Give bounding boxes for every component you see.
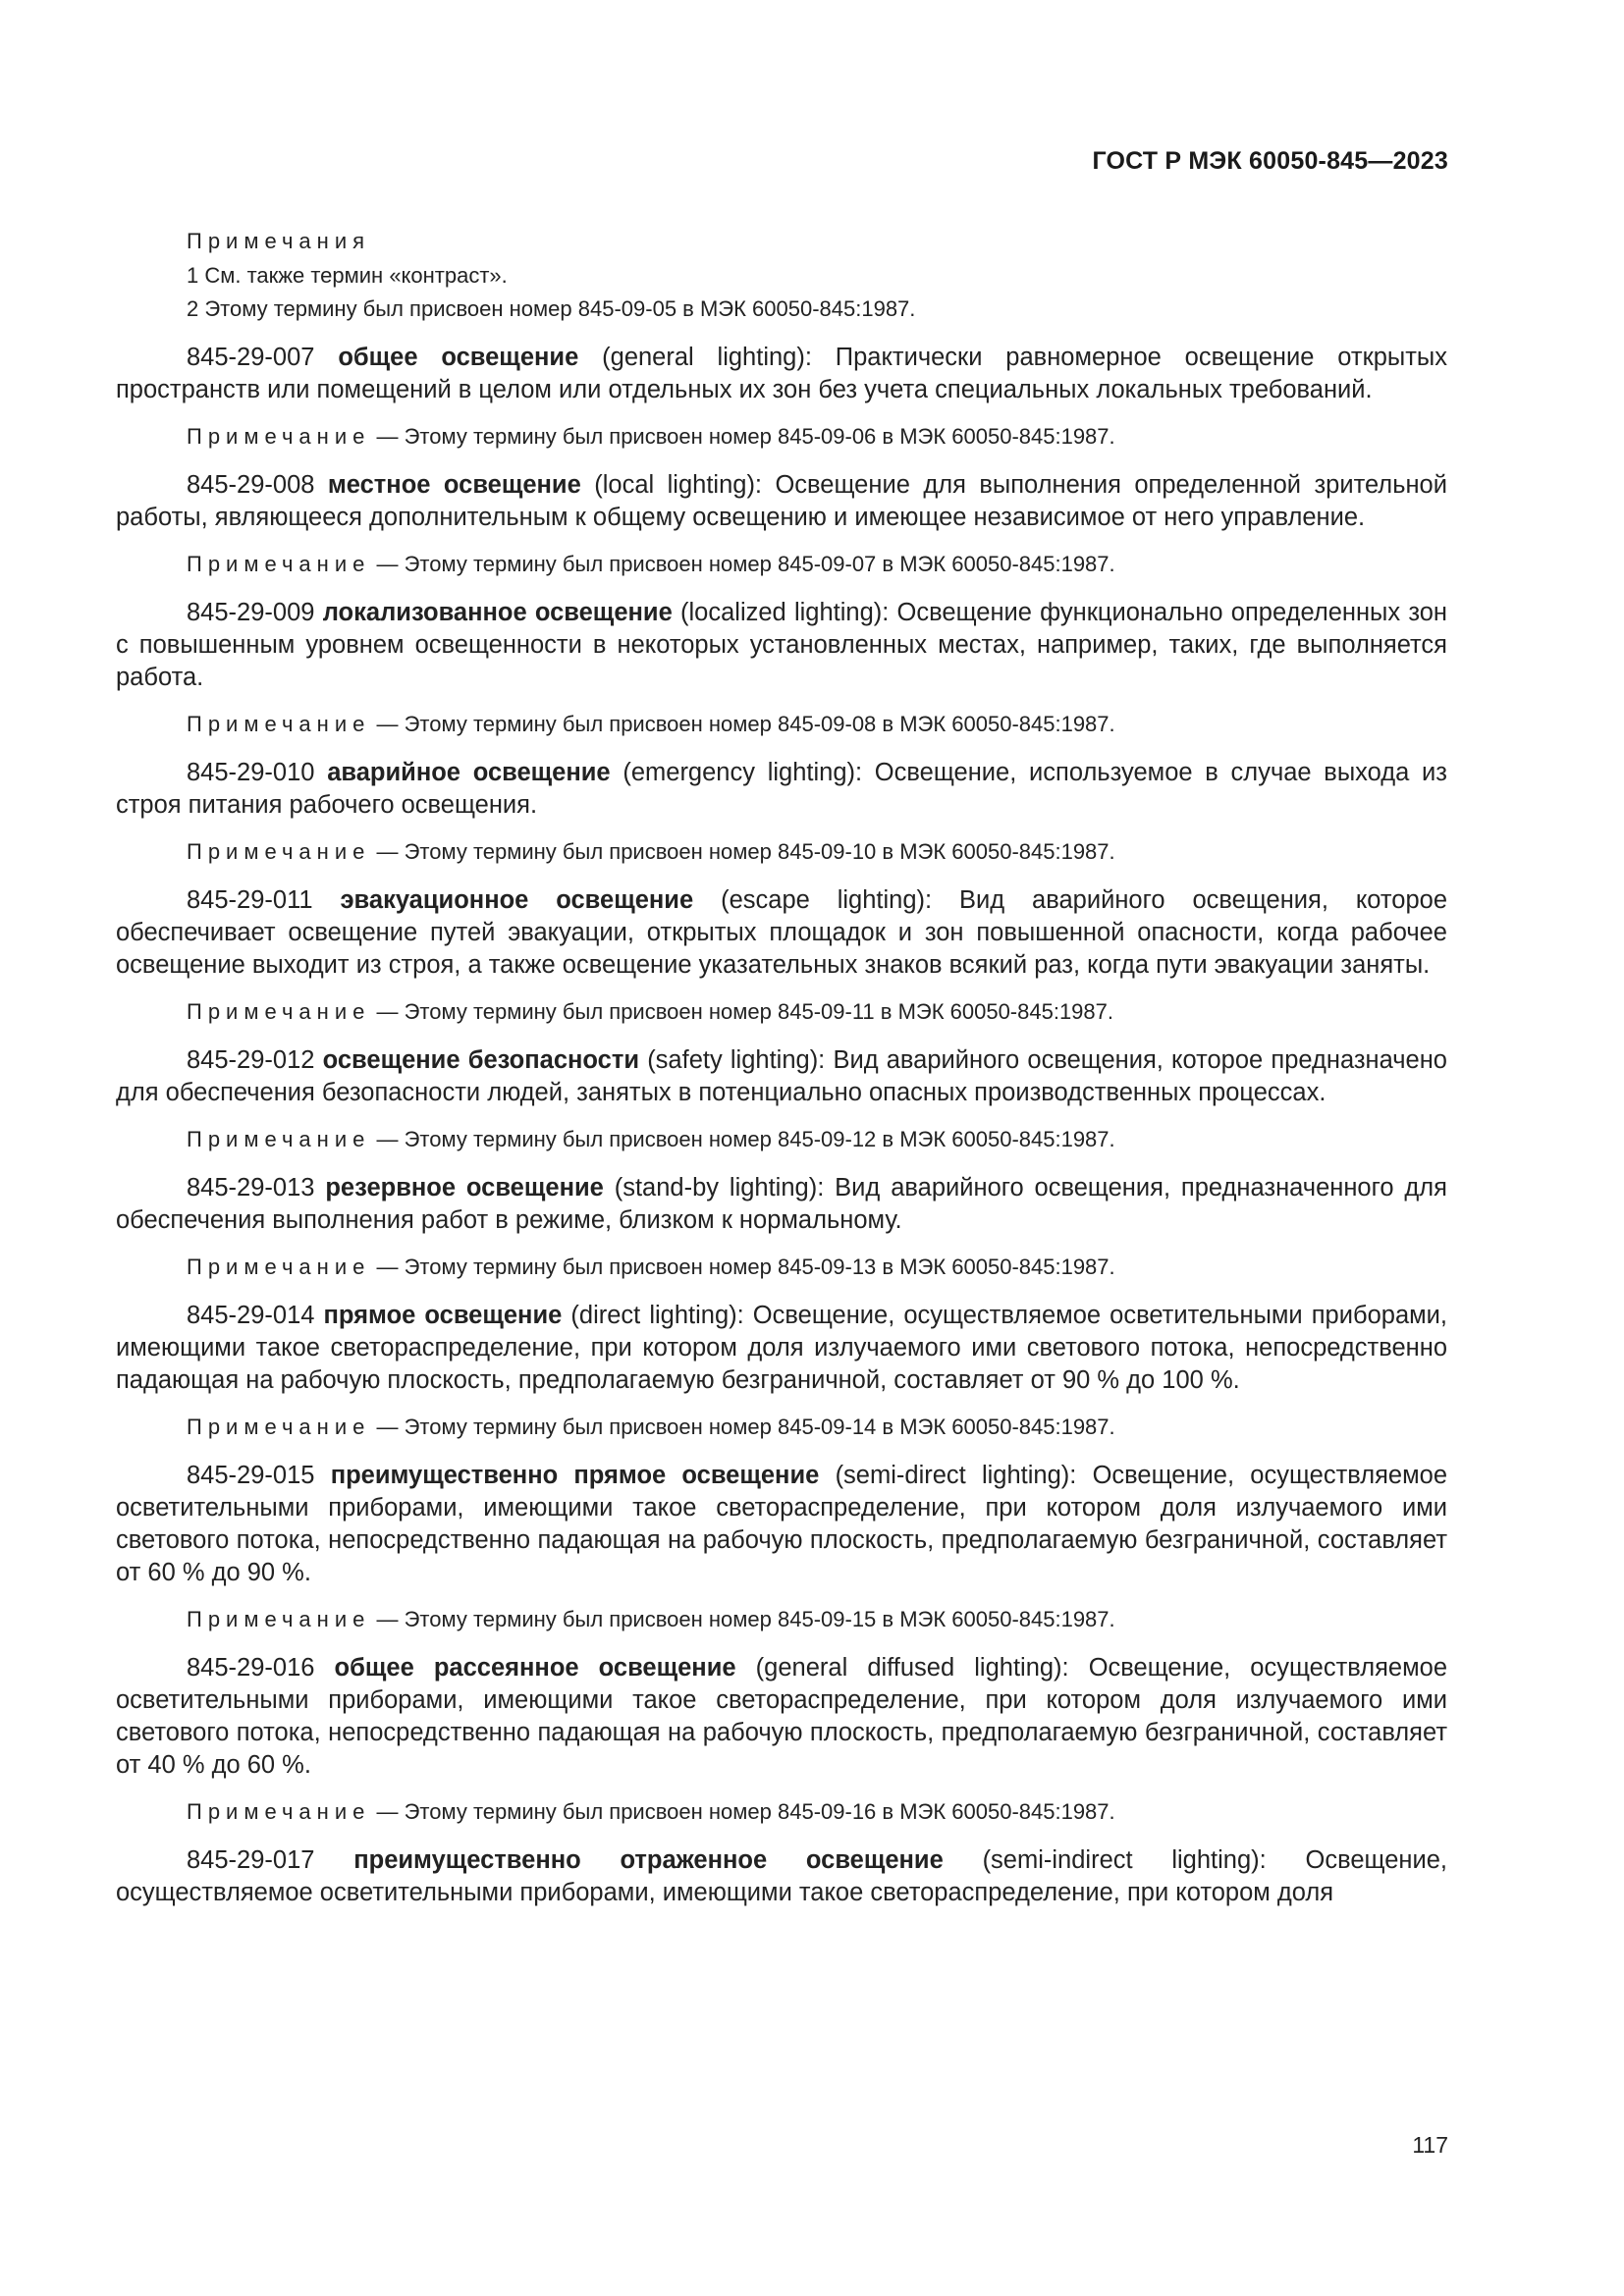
term-definition: (localized lighting): Освещение функционально определенных зон с повышенным уровнем освещенности в некоторых установленных местах, например, таких, где выполняется работа. — [116, 599, 1448, 691]
term-definition: (semi-indirect lighting): Освещение, осуществляемое осветительными приборами, имеющими такое светораспределение, при котором доля — [116, 1846, 1447, 1906]
note-text: — Этому термину был присвоен номер 845-09-15 в МЭК 60050-845:1987. — [376, 1607, 1115, 1631]
term-note — [187, 422, 1447, 452]
note-text: — Этому термину был присвоен номер 845-09-10 в МЭК 60050-845:1987. — [376, 839, 1115, 864]
term-name: эвакуационное освещение — [340, 886, 694, 914]
term-entry — [116, 1172, 1447, 1237]
term-note — [187, 837, 1447, 867]
term-name: локализованное освещение — [322, 599, 673, 626]
term-number: 845-29-016 — [187, 1654, 315, 1682]
term-entry — [116, 1844, 1447, 1909]
term-definition: (local lighting): Освещение для выполнения определенной зрительной работы, являющееся дополнительным к общему освещению и имеющее независимое от него управление. — [116, 471, 1447, 531]
note-item: 1 См. также термин «контраст». — [187, 263, 508, 288]
note-text: — Этому термину был присвоен номер 845-09-16 в МЭК 60050-845:1987. — [376, 1799, 1115, 1824]
term-name: аварийное освещение — [327, 759, 611, 786]
term-number: 845-29-013 — [187, 1174, 315, 1201]
note-text: — Этому термину был присвоен номер 845-09-14 в МЭК 60050-845:1987. — [376, 1415, 1115, 1439]
term-number: 845-29-015 — [187, 1462, 315, 1489]
term-note — [187, 1253, 1447, 1282]
term-number: 845-29-012 — [187, 1046, 315, 1074]
term-number: 845-29-014 — [187, 1302, 315, 1329]
term-definition: (safety lighting): Вид аварийного освещения, которое предназначено для обеспечения безопасности людей, занятых в потенциально опасных производственных процессах. — [116, 1046, 1447, 1106]
term-name: преимущественно прямое освещение — [330, 1462, 820, 1489]
term-note — [187, 1797, 1447, 1827]
term-entry — [116, 1300, 1447, 1397]
term-definition: (general diffused lighting): Освещение, осуществляемое осветительными приборами, имеющими такое светораспределение, при котором доля излучаемого ими светового потока, непосредственно падающая на рабочую плоскость, предполагаемую безграничной, составляет от 40 % до 60 %. — [116, 1654, 1448, 1779]
note-text: — Этому термину был присвоен номер 845-09-13 в МЭК 60050-845:1987. — [376, 1255, 1115, 1279]
note-text: — Этому термину был присвоен номер 845-09-08 в МЭК 60050-845:1987. — [376, 712, 1115, 736]
term-entry — [116, 342, 1447, 406]
note-label: Примечание — [187, 712, 371, 736]
note-label: Примечание — [187, 1607, 371, 1631]
term-entries — [116, 342, 1447, 1909]
term-definition: (direct lighting): Освещение, осуществляемое осветительными приборами, имеющими такое светораспределение, при котором доля излучаемого ими светового потока, непосредственно падающая на рабочую плоскость, предполагаемую безграничной, составляет от 90 % до 100 %. — [116, 1302, 1447, 1394]
term-number: 845-29-017 — [187, 1846, 315, 1874]
term-note — [187, 1125, 1447, 1154]
term-note — [187, 997, 1447, 1027]
note-text: — Этому термину был присвоен номер 845-09-06 в МЭК 60050-845:1987. — [376, 424, 1115, 449]
note-label: Примечание — [187, 1127, 371, 1151]
term-name: общее рассеянное освещение — [334, 1654, 736, 1682]
term-definition: (stand-by lighting): Вид аварийного освещения, предназначенного для обеспечения выполнения работ в режиме, близком к нормальному. — [116, 1174, 1447, 1234]
term-entry — [116, 1044, 1447, 1109]
document-body — [116, 226, 1447, 1909]
note-label: Примечание — [187, 1799, 371, 1824]
top-notes — [116, 226, 1447, 324]
term-number: 845-29-011 — [187, 886, 313, 914]
term-definition: (emergency lighting): Освещение, используемое в случае выхода из строя питания рабочего освещения. — [116, 759, 1447, 819]
term-entry — [116, 1652, 1447, 1782]
term-entry — [116, 597, 1447, 694]
term-definition: (escape lighting): Вид аварийного освещения, которое обеспечивает освещение путей эвакуации, открытых площадок и зон повышенной опасности, когда рабочее освещение выходит из строя, а также освещение указательных знаков всякий раз, когда пути эвакуации заняты. — [116, 886, 1448, 979]
term-note — [187, 710, 1447, 739]
notes-heading: Примечания — [187, 229, 371, 253]
term-name: прямое освещение — [323, 1302, 563, 1329]
term-definition: (semi-direct lighting): Освещение, осуществляемое осветительными приборами, имеющими такое светораспределение, при котором доля излучаемого ими светового потока, непосредственно падающая на рабочую плоскость, предполагаемую безграничной, составляет от 60 % до 90 %. — [116, 1462, 1448, 1586]
document-header: ГОСТ Р МЭК 60050-845—2023 — [1092, 147, 1448, 175]
note-label: Примечание — [187, 999, 371, 1024]
term-definition: (general lighting): Практически равномерное освещение открытых пространств или помещений в целом или отдельных их зон без учета специальных локальных требований. — [116, 344, 1447, 403]
note-label: Примечание — [187, 1255, 371, 1279]
note-label: Примечание — [187, 424, 371, 449]
term-number: 845-29-007 — [187, 344, 315, 371]
term-entry — [116, 1460, 1447, 1589]
term-name: освещение безопасности — [322, 1046, 640, 1074]
term-entry — [116, 757, 1447, 822]
note-label: Примечание — [187, 1415, 371, 1439]
term-number: 845-29-008 — [187, 471, 315, 499]
term-note — [187, 1605, 1447, 1634]
note-label: Примечание — [187, 839, 371, 864]
term-note — [187, 1413, 1447, 1442]
term-number: 845-29-009 — [187, 599, 315, 626]
note-text: — Этому термину был присвоен номер 845-09-07 в МЭК 60050-845:1987. — [376, 552, 1115, 576]
term-entry — [116, 469, 1447, 534]
term-entry — [116, 884, 1447, 982]
term-name: общее освещение — [338, 344, 579, 371]
note-item: 2 Этому термину был присвоен номер 845-09-05 в МЭК 60050-845:1987. — [187, 296, 916, 321]
term-name: резервное освещение — [325, 1174, 604, 1201]
term-note — [187, 550, 1447, 579]
note-label: Примечание — [187, 552, 371, 576]
page-number: 117 — [1412, 2132, 1448, 2158]
term-name: местное освещение — [327, 471, 581, 499]
term-number: 845-29-010 — [187, 759, 315, 786]
term-name: преимущественно отраженное освещение — [353, 1846, 944, 1874]
note-text: — Этому термину был присвоен номер 845-09-12 в МЭК 60050-845:1987. — [376, 1127, 1115, 1151]
note-text: — Этому термину был присвоен номер 845-09-11 в МЭК 60050-845:1987. — [376, 999, 1114, 1024]
